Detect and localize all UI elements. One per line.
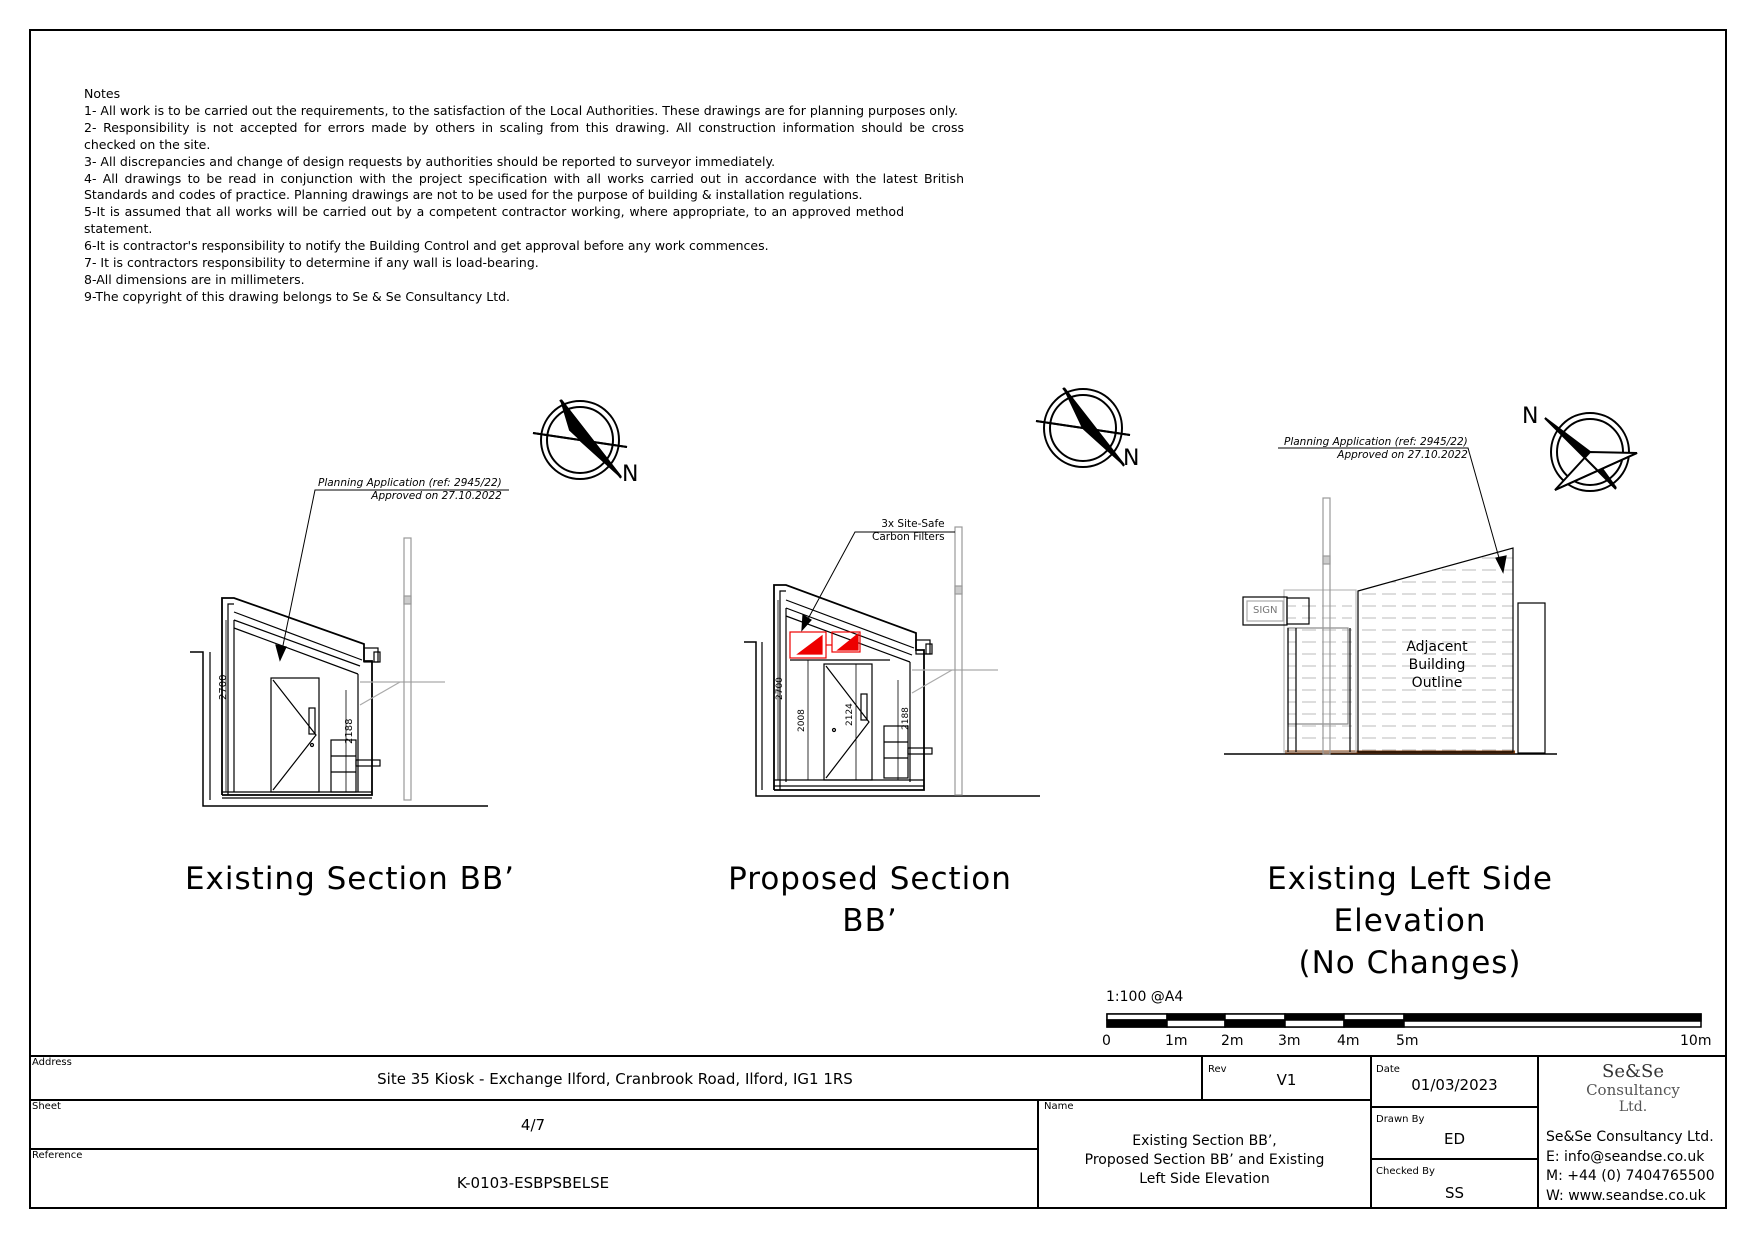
address-label: Address (32, 1057, 72, 1068)
note-item: 3- All discrepancies and change of design requests by authorities should be reported to surveyor immediately. (84, 153, 776, 169)
rev-value: V1 (1276, 1071, 1297, 1089)
scale-bar (1107, 1014, 1701, 1027)
north-arrow-icon (1036, 388, 1130, 467)
scale-tick: 3m (1278, 1033, 1301, 1049)
rev-label: Rev (1208, 1064, 1227, 1075)
scale-tick: 1m (1165, 1033, 1188, 1049)
note-item: 9-The copyright of this drawing belongs to Se & Se Consultancy Ltd. (84, 288, 511, 304)
callout-text: 3x Site-Safe (881, 518, 945, 530)
existing-elevation-title (1190, 858, 1630, 984)
sign-label: SIGN (1253, 605, 1278, 616)
callout-text: Approved on 27.10.2022 (371, 490, 502, 502)
scale-tick: 4m (1337, 1033, 1360, 1049)
note-item: 8-All dimensions are in millimeters. (84, 271, 305, 287)
callout-existing-elevation (1284, 436, 1468, 462)
adjacent-text: Adjacent (1406, 639, 1468, 655)
reference-label: Reference (32, 1150, 83, 1161)
reference-value: K-0103-ESBPSBELSE (456, 1174, 610, 1192)
proposed-section-title: Proposed Section BB’ (728, 861, 1012, 939)
drawn-by-value: ED (1443, 1130, 1466, 1148)
callout-text: Planning Application (ref: 2945/22) (1284, 436, 1468, 448)
title-block-divider (1370, 1158, 1537, 1160)
name-line: Left Side Elevation (1139, 1171, 1270, 1187)
note-item: 5-It is assumed that all works will be carried out by a competent contractor working, where appropriate, to an approved method statement. (84, 204, 904, 237)
callout-existing-section (318, 477, 502, 503)
note-item: 6-It is contractor's responsibility to notify the Building Control and get approval before any work commences. (84, 238, 769, 254)
title-line: (No Changes) (1298, 945, 1522, 981)
scale-tick: 5m (1396, 1033, 1419, 1049)
scale-tick: 0 (1102, 1033, 1111, 1049)
adjacent-building-label (1392, 638, 1482, 692)
drawn-by-label: Drawn By (1376, 1114, 1425, 1125)
address-value: Site 35 Kiosk - Exchange Ilford, Cranbrook Road, Ilford, IG1 1RS (377, 1070, 853, 1088)
existing-elevation-drawing (1224, 448, 1557, 754)
notes-heading: Notes (84, 86, 121, 101)
logo-text: Ltd. (1618, 1099, 1648, 1115)
adjacent-text: Building (1408, 657, 1466, 673)
note-item: 1- All work is to be carried out the requirements, to the satisfaction of the Local Authorities. These drawings are for planning purposes only. (84, 102, 958, 118)
logo-text: Consultancy (1586, 1081, 1680, 1099)
dim-label: 2700 (218, 674, 229, 700)
note-item: 7- It is contractors responsibility to determine if any wall is load-bearing. (84, 255, 539, 271)
checked-by-label: Checked By (1376, 1166, 1435, 1177)
title-block-divider (29, 1099, 1372, 1101)
date-value: 01/03/2023 (1411, 1076, 1498, 1094)
north-label: N (622, 462, 639, 487)
callout-text: Approved on 27.10.2022 (1337, 449, 1468, 461)
logo-text: Se&Se (1602, 1061, 1664, 1082)
company-logo (1539, 1062, 1727, 1115)
dim-label: 2188 (901, 707, 911, 730)
company-contact (1546, 1128, 1715, 1206)
existing-section-drawing (190, 490, 509, 806)
note-item: 2- Responsibility is not accepted for errors made by others in scaling from this drawing. All construction information should be cross checked on the site. (84, 119, 964, 152)
name-line: Existing Section BB’, (1132, 1133, 1277, 1149)
dim-label: 2124 (845, 703, 855, 726)
callout-proposed-section (872, 518, 945, 544)
date-label: Date (1376, 1064, 1400, 1075)
north-label: N (1123, 446, 1140, 471)
name-value (1039, 1132, 1370, 1189)
title-line: Existing Left Side Elevation (1267, 861, 1553, 939)
sheet-value: 4/7 (520, 1116, 546, 1134)
name-line: Proposed Section BB’ and Existing (1084, 1152, 1325, 1168)
title-block-divider (29, 1148, 1037, 1150)
scale-tick: 10m (1680, 1033, 1712, 1049)
adjacent-text: Outline (1411, 675, 1463, 691)
checked-by-value: SS (1444, 1184, 1465, 1202)
company-phone: M: +44 (0) 7404765500 (1546, 1168, 1715, 1184)
scale-tick: 2m (1221, 1033, 1244, 1049)
title-block-divider (1370, 1106, 1537, 1108)
dim-label: 2188 (344, 718, 355, 744)
company-email: E: info@seandse.co.uk (1546, 1148, 1705, 1165)
dim-label: 2700 (775, 677, 785, 700)
north-arrow-icon (1545, 413, 1637, 491)
callout-text: Planning Application (ref: 2945/22) (318, 477, 502, 489)
sheet-label: Sheet (32, 1101, 61, 1112)
north-label: N (1522, 404, 1539, 429)
title-block-border (29, 1055, 1727, 1057)
scale-label: 1:100 @A4 (1106, 989, 1184, 1005)
dim-label: 2008 (797, 709, 807, 732)
north-arrow-icon (533, 400, 627, 479)
existing-section-title: Existing Section BB’ (184, 861, 516, 897)
note-item: 4- All drawings to be read in conjunction with the project specification with all works carried out in accordance with the latest British Standards and codes of practice. Planning drawings are not to be used for the purpose of building & installation regulations. (84, 170, 964, 203)
name-label: Name (1044, 1101, 1074, 1112)
proposed-section-drawing (744, 527, 1040, 796)
company-web: W: www.seandse.co.uk (1546, 1187, 1706, 1204)
company-name: Se&Se Consultancy Ltd. (1546, 1129, 1714, 1145)
callout-text: Carbon Filters (872, 531, 945, 543)
